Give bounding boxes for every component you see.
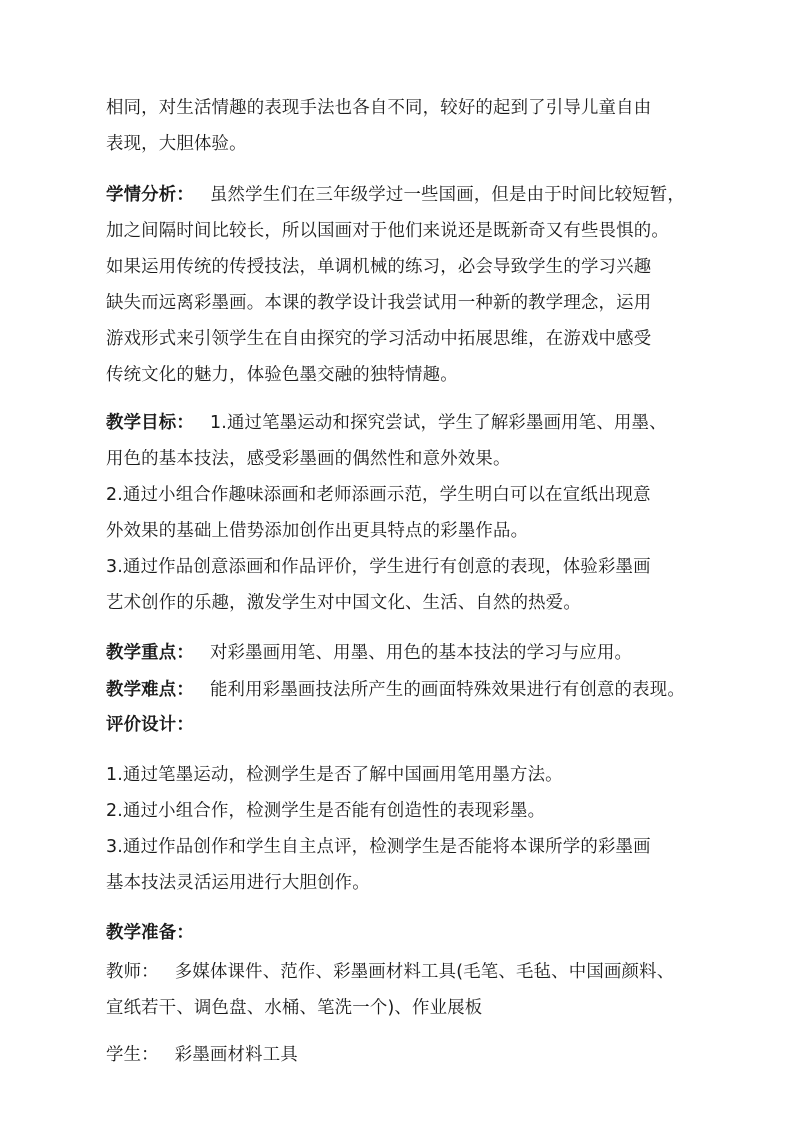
preparation-teacher-label: 教师： bbox=[106, 962, 159, 982]
teaching-goals-line-6: 艺术创作的乐趣，激发学生对中国文化、生活、自然的热爱。 bbox=[106, 593, 581, 613]
evaluation-heading: 评价设计： bbox=[106, 715, 194, 735]
learning-analysis-heading: 学情分析： bbox=[106, 185, 194, 205]
preparation-student-label: 学生： bbox=[106, 1045, 159, 1065]
preparation-teacher-line-1 bbox=[106, 960, 674, 984]
learning-analysis-line-6: 传统文化的魅力，体验色墨交融的独特情趣。 bbox=[106, 365, 458, 385]
difficulties-text: 能利用彩墨画技法所产生的画面特殊效果进行有创意的表现。 bbox=[209, 680, 685, 700]
teaching-goals-text-1: 1.通过笔墨运动和探究尝试，学生了解彩墨画用笔、用墨、 bbox=[209, 413, 667, 433]
learning-analysis-line-4: 缺失而远离彩墨画。本课的教学设计我尝试用一种新的教学理念，运用 bbox=[106, 293, 652, 313]
preparation-teacher-line-2: 宣纸若干、调色盘、水桶、笔洗一个)、作业展板 bbox=[106, 998, 483, 1018]
learning-analysis-line-1 bbox=[106, 183, 685, 207]
preparation-heading: 教学准备： bbox=[106, 923, 194, 943]
evaluation-line-3: 3.通过作品创作和学生自主点评，检测学生是否能将本课所学的彩墨画 bbox=[106, 837, 651, 857]
key-points-line bbox=[106, 641, 632, 665]
teaching-goals-line-3: 2.通过小组合作趣味添画和老师添画示范，学生明白可以在宣纸出现意 bbox=[106, 485, 651, 505]
teaching-goals-line-4: 外效果的基础上借势添加创作出更具特点的彩墨作品。 bbox=[106, 521, 529, 541]
preparation-teacher-text-1: 多媒体课件、范作、彩墨画材料工具(毛笔、毛毡、中国画颜料、 bbox=[174, 962, 675, 982]
intro-line-1: 相同，对生活情趣的表现手法也各自不同，较好的起到了引导儿童自由 bbox=[106, 98, 652, 118]
difficulties-heading: 教学难点： bbox=[106, 680, 194, 700]
intro-line-2: 表现，大胆体验。 bbox=[106, 134, 247, 154]
preparation-student-line bbox=[106, 1043, 298, 1067]
difficulties-line bbox=[106, 678, 685, 702]
learning-analysis-line-5: 游戏形式来引领学生在自由探究的学习活动中拓展思维，在游戏中感受 bbox=[106, 329, 652, 349]
evaluation-line-2: 2.通过小组合作，检测学生是否能有创造性的表现彩墨。 bbox=[106, 801, 546, 821]
key-points-heading: 教学重点： bbox=[106, 643, 194, 663]
teaching-goals-heading: 教学目标： bbox=[106, 413, 194, 433]
learning-analysis-line-3: 如果运用传统的传授技法，单调机械的练习，必会导致学生的学习兴趣 bbox=[106, 257, 652, 277]
evaluation-line-4: 基本技法灵活运用进行大胆创作。 bbox=[106, 873, 370, 893]
learning-analysis-text-1: 虽然学生们在三年级学过一些国画，但是由于时间比较短暂， bbox=[209, 185, 685, 205]
learning-analysis-line-2: 加之间隔时间比较长，所以国画对于他们来说还是既新奇又有些畏惧的。 bbox=[106, 221, 669, 241]
teaching-goals-line-2: 用色的基本技法，感受彩墨画的偶然性和意外效果。 bbox=[106, 449, 511, 469]
evaluation-line-1: 1.通过笔墨运动，检测学生是否了解中国画用笔用墨方法。 bbox=[106, 765, 563, 785]
preparation-student-text: 彩墨画材料工具 bbox=[174, 1045, 298, 1065]
teaching-goals-line-5: 3.通过作品创意添画和作品评价，学生进行有创意的表现，体验彩墨画 bbox=[106, 557, 651, 577]
teaching-goals-line-1 bbox=[106, 411, 667, 435]
key-points-text: 对彩墨画用笔、用墨、用色的基本技法的学习与应用。 bbox=[209, 643, 633, 663]
